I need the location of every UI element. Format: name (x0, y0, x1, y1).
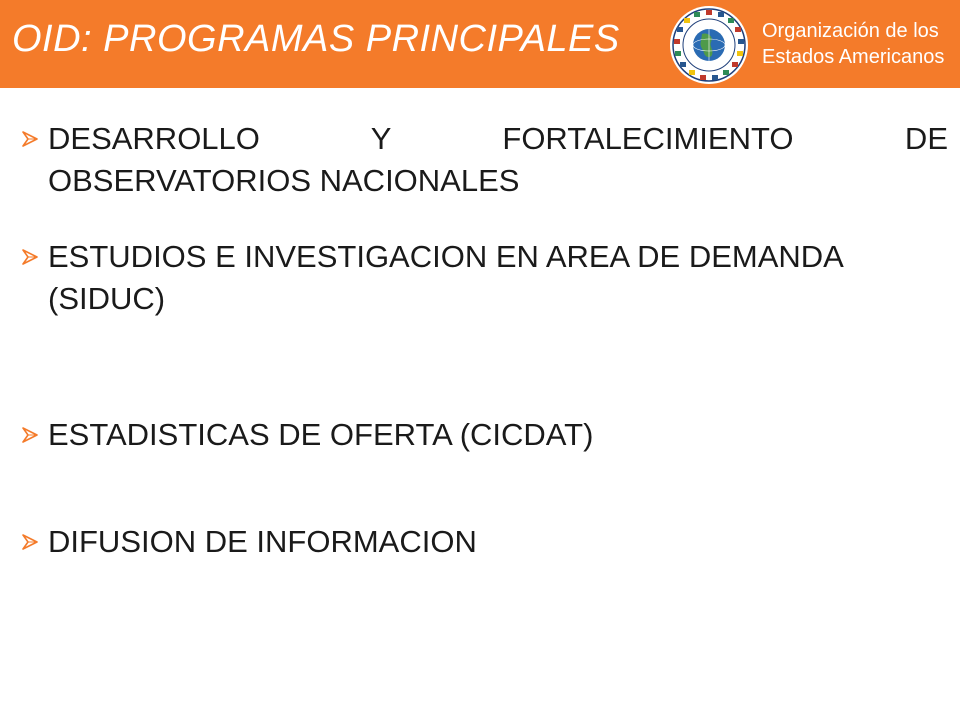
list-item-text: ESTADISTICAS DE OFERTA (CICDAT) (48, 417, 594, 452)
organization-name-line1: Organización de los (762, 20, 939, 42)
arrowhead-bullet-icon (22, 249, 38, 265)
organization-name (762, 18, 952, 70)
slide-title: OID: PROGRAMAS PRINCIPALES (12, 18, 620, 60)
arrowhead-bullet-icon (22, 427, 38, 443)
list-item (18, 118, 948, 236)
list-item-text (48, 118, 948, 202)
list-item-text: DIFUSION DE INFORMACION (48, 524, 477, 559)
list-item-line: (SIDUC) (48, 281, 166, 316)
list-item-line: DESARROLLO Y FORTALECIMIENTO DE (48, 121, 948, 156)
list-item (18, 521, 948, 563)
list-item (18, 414, 948, 521)
arrowhead-bullet-icon (22, 534, 38, 550)
organization-name-line2: Estados Americanos (762, 46, 945, 68)
list-item (18, 236, 948, 414)
list-item-line: ESTUDIOS E INVESTIGACION EN AREA DE DEMANDA (48, 239, 844, 274)
slide-header (0, 0, 960, 88)
arrowhead-bullet-icon (22, 131, 38, 147)
list-item-line: OBSERVATORIOS NACIONALES (48, 163, 520, 198)
program-list (18, 118, 948, 563)
oas-seal-icon (668, 4, 750, 86)
list-item-text (48, 236, 948, 320)
